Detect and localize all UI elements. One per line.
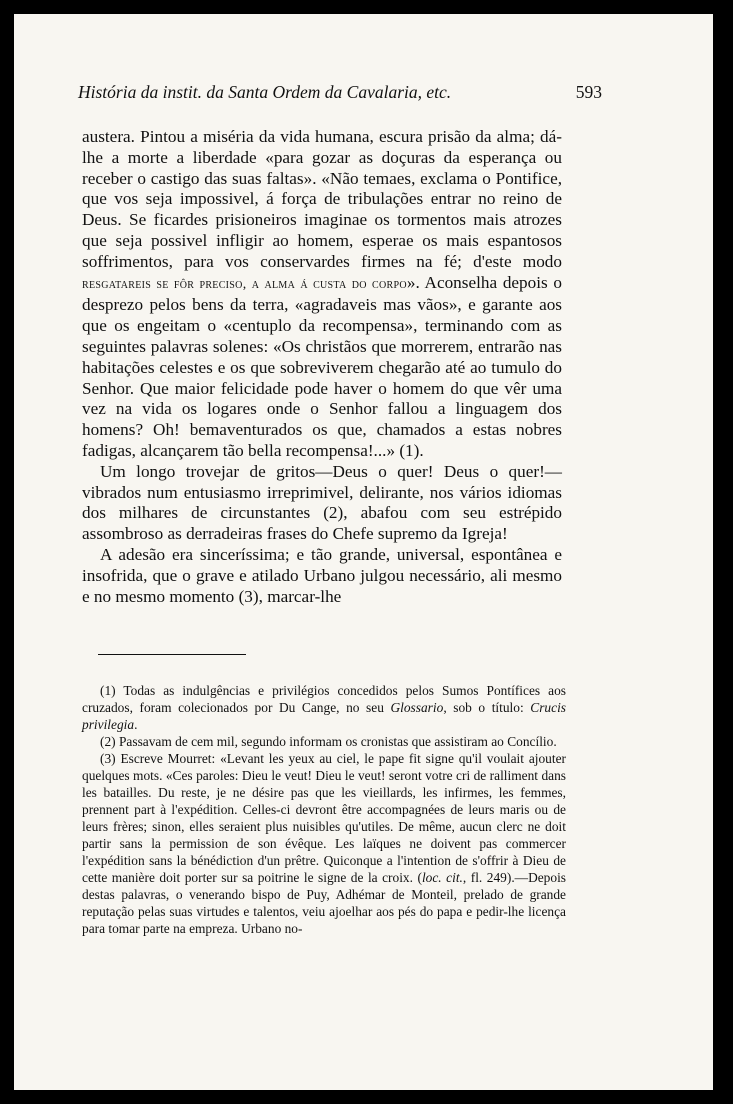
footnote-3-loc-cit: loc. cit. — [421, 870, 463, 885]
footnotes — [82, 682, 566, 937]
footnote-3-text: (3) Escreve Mourret: «Levant les yeux au ciel, le pape fit signe qu'il voulait ajouter quelques mots. «Ces paroles: Dieu le veut! Dieu le veut! seront votre cri de ralliment dans les batailles. Du reste, je ne désire pas que les vieillards, les infirmes, les femmes, prennent part à l'expédition. Celles-ci devront être accompagnées de leurs maris ou de leurs frères; sinon, elles seraient plus nuisibles qu'utiles. De même, aucun clerc ne doit partir sans la permission de son évêque. Les laïques ne doivent pas commercer l'expédition sans la bénédiction d'un prêtre. Quiconque a l'intention de s'offrir à Dieu de cette manière doit porter sur sa poitrine le signe de la croix. ( — [82, 751, 566, 885]
paragraph-2: Um longo trovejar de gritos—Deus o quer! Deus o quer!—vibrados num entusiasmo irreprimivel, delirante, nos vários idiomas dos milhares de circunstantes (2), abafou com seu estrépido assombroso as derradeiras frases do Chefe supremo da Igreja! — [82, 461, 562, 544]
footnote-1-crucis: Crucis privilegia — [82, 700, 566, 732]
paragraph-1-end: ». Aconselha depois o desprezo pelos bens da terra, «agradaveis mas vãos», e garante aos que os engeitam o «centuplo da recompensa», terminando com as seguintes palavras solenes: «Os christãos que morrerem, entrarão nas habitações celestes e os que sobreviverem chegarão até ao tumulo do Senhor. Que maior felicidade pode haver o homem do que vêr uma vez na vida os logares onde o Senhor fallou a linguagem dos homens? Oh! bemaventurados os que, chamados a estas nobres fadigas, alcançarem tão bella recompensa!...» (1). — [82, 272, 563, 460]
footnote-separator — [98, 654, 246, 655]
paragraph-1 — [82, 127, 562, 462]
footnote-1-text-2: , sob o título: — [443, 700, 531, 715]
footnote-3-end: , fl. 249).—Depois destas palavras, o venerando bispo de Puy, Adhémar de Monteil, prelado de grande reputação pelas suas virtudes e talentos, veiu ajoelhar aos pés do papa e pedir-lhe licença para tomar parte na empreza. Urbano no- — [82, 870, 567, 936]
paragraph-3: A adesão era sinceríssima; e tão grande, universal, espontânea e insofrida, que o grave e atilado Urbano julgou necessário, ali mesmo e no mesmo momento (3), marcar-lhe — [82, 544, 562, 606]
footnote-3 — [82, 750, 566, 937]
footnote-2: (2) Passavam de cem mil, segundo informam os cronistas que assistiram ao Concílio. — [100, 734, 557, 749]
footnote-1-end: . — [134, 717, 138, 732]
page-number: 593 — [575, 82, 602, 102]
footnote-1 — [82, 682, 566, 733]
paragraph-1-start: austera. Pintou a miséria da vida humana, escura prisão da alma; dá-lhe a morte a liberdade «para gozar as doçuras da esperança ou receber o castigo das suas faltas». «Não temaes, exclama o Pontifice, que vos seja impossivel, á força de tribulações entrar no reino de Deus. Se ficardes prisioneiros imaginae os tormentos mais atrozes que seja possivel infligir ao homem, esperae os mais espantosos soffrimentos, para vos conservardes firmes na fé; d'este modo — [82, 127, 562, 271]
small-caps-quote: resgatareis se fôr preciso, a alma á custa do corpo — [82, 276, 407, 292]
footnote-1-glossario: Glossario — [390, 700, 444, 715]
footnote-1-text: (1) Todas as indulgências e privilégios concedidos pelos Sumos Pontífices aos cruzados, foram colecionados por Du Cange, no seu — [82, 683, 566, 715]
running-title: História da instit. da Santa Ordem da Cavalaria, etc. — [78, 82, 452, 102]
main-text — [82, 127, 562, 607]
running-header — [78, 82, 602, 103]
